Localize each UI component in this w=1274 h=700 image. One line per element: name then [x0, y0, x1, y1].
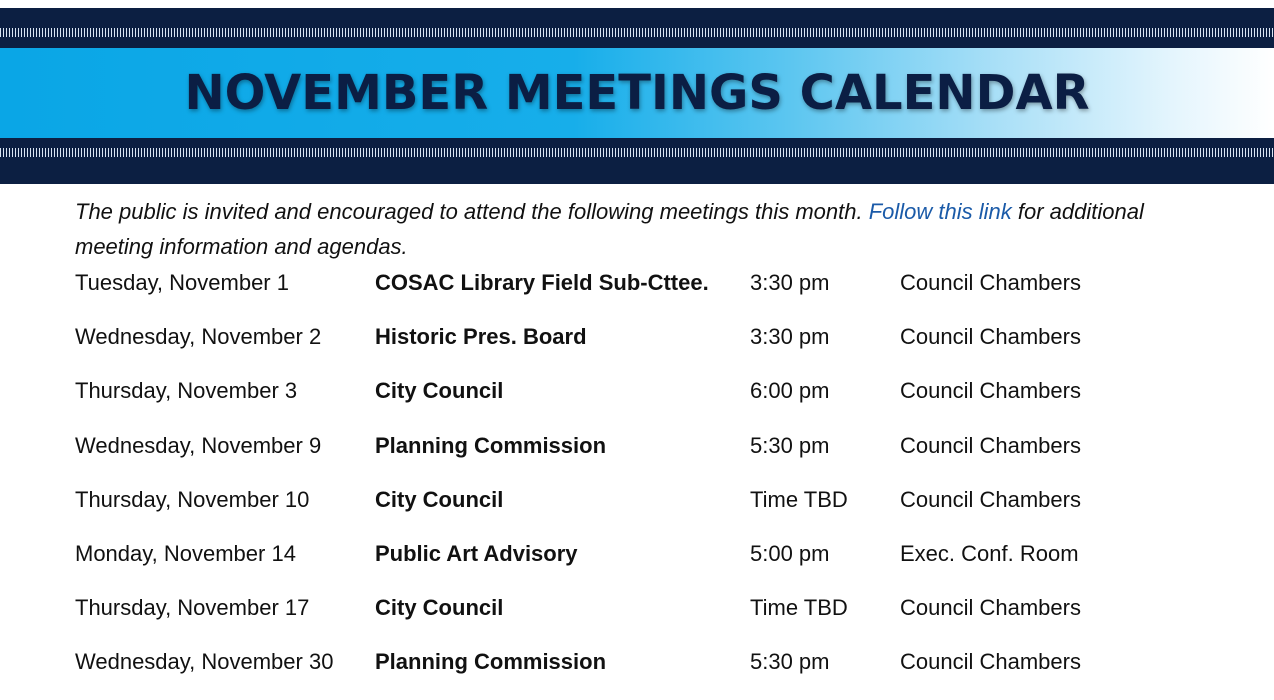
- meeting-date: Thursday, November 3: [75, 378, 298, 404]
- meeting-row: [75, 645, 1255, 699]
- top-navy-band: [0, 8, 1274, 48]
- meeting-location: Council Chambers: [900, 270, 1081, 295]
- meeting-time: 5:30 pm: [750, 432, 830, 458]
- intro-text-before-link: The public is invited and encouraged to attend the following meetings this month.: [75, 199, 869, 224]
- meeting-time: 3:30 pm: [750, 324, 830, 350]
- meeting-time: Time TBD: [750, 595, 848, 621]
- bottom-tick-pattern: [0, 148, 1274, 157]
- agenda-info-link[interactable]: Follow this link: [868, 199, 1012, 224]
- meeting-row: [75, 266, 1255, 320]
- bottom-navy-band: [0, 138, 1274, 184]
- title-strip: [0, 48, 1274, 138]
- meeting-time: 3:30 pm: [750, 270, 830, 295]
- meeting-body: City Council: [375, 595, 504, 621]
- top-tick-pattern: [0, 28, 1274, 37]
- intro-text-after-link: for additional meeting information and agendas.: [75, 199, 1144, 259]
- meeting-date: Wednesday, November 9: [75, 432, 322, 458]
- meeting-date: Tuesday, November 1: [75, 270, 289, 295]
- meeting-body: COSAC Library Field Sub-Cttee.: [375, 270, 709, 295]
- meeting-location: Council Chambers: [900, 432, 1081, 458]
- meeting-date: Monday, November 14: [75, 540, 296, 566]
- meeting-body: Public Art Advisory: [375, 540, 578, 566]
- meeting-row: [75, 591, 1255, 645]
- meeting-date: Wednesday, November 30: [75, 649, 334, 675]
- meeting-location: Council Chambers: [900, 649, 1081, 675]
- meeting-time: Time TBD: [750, 486, 848, 512]
- intro-paragraph: [75, 194, 1205, 264]
- meetings-list: [75, 266, 1255, 700]
- meeting-row: [75, 374, 1255, 428]
- header-banner: [0, 8, 1274, 184]
- meeting-time: 5:30 pm: [750, 649, 830, 675]
- page-title: NOVEMBER MEETINGS CALENDAR: [184, 65, 1090, 121]
- meeting-row: [75, 429, 1255, 483]
- meeting-location: Council Chambers: [900, 486, 1081, 512]
- meeting-location: Exec. Conf. Room: [900, 540, 1079, 566]
- meeting-row: [75, 537, 1255, 591]
- meeting-date: Thursday, November 10: [75, 486, 310, 512]
- meeting-row: [75, 320, 1255, 374]
- meeting-row: [75, 483, 1255, 537]
- meeting-date: Thursday, November 17: [75, 595, 310, 621]
- meeting-body: City Council: [375, 486, 504, 512]
- meeting-location: Council Chambers: [900, 378, 1081, 404]
- meeting-time: 5:00 pm: [750, 540, 830, 566]
- meeting-body: Planning Commission: [375, 432, 607, 458]
- meeting-location: Council Chambers: [900, 595, 1081, 621]
- meeting-body: City Council: [375, 378, 504, 404]
- meeting-body: Planning Commission: [375, 649, 607, 675]
- meeting-date: Wednesday, November 2: [75, 324, 322, 350]
- meeting-body: Historic Pres. Board: [375, 324, 587, 350]
- meeting-location: Council Chambers: [900, 324, 1081, 350]
- meeting-time: 6:00 pm: [750, 378, 830, 404]
